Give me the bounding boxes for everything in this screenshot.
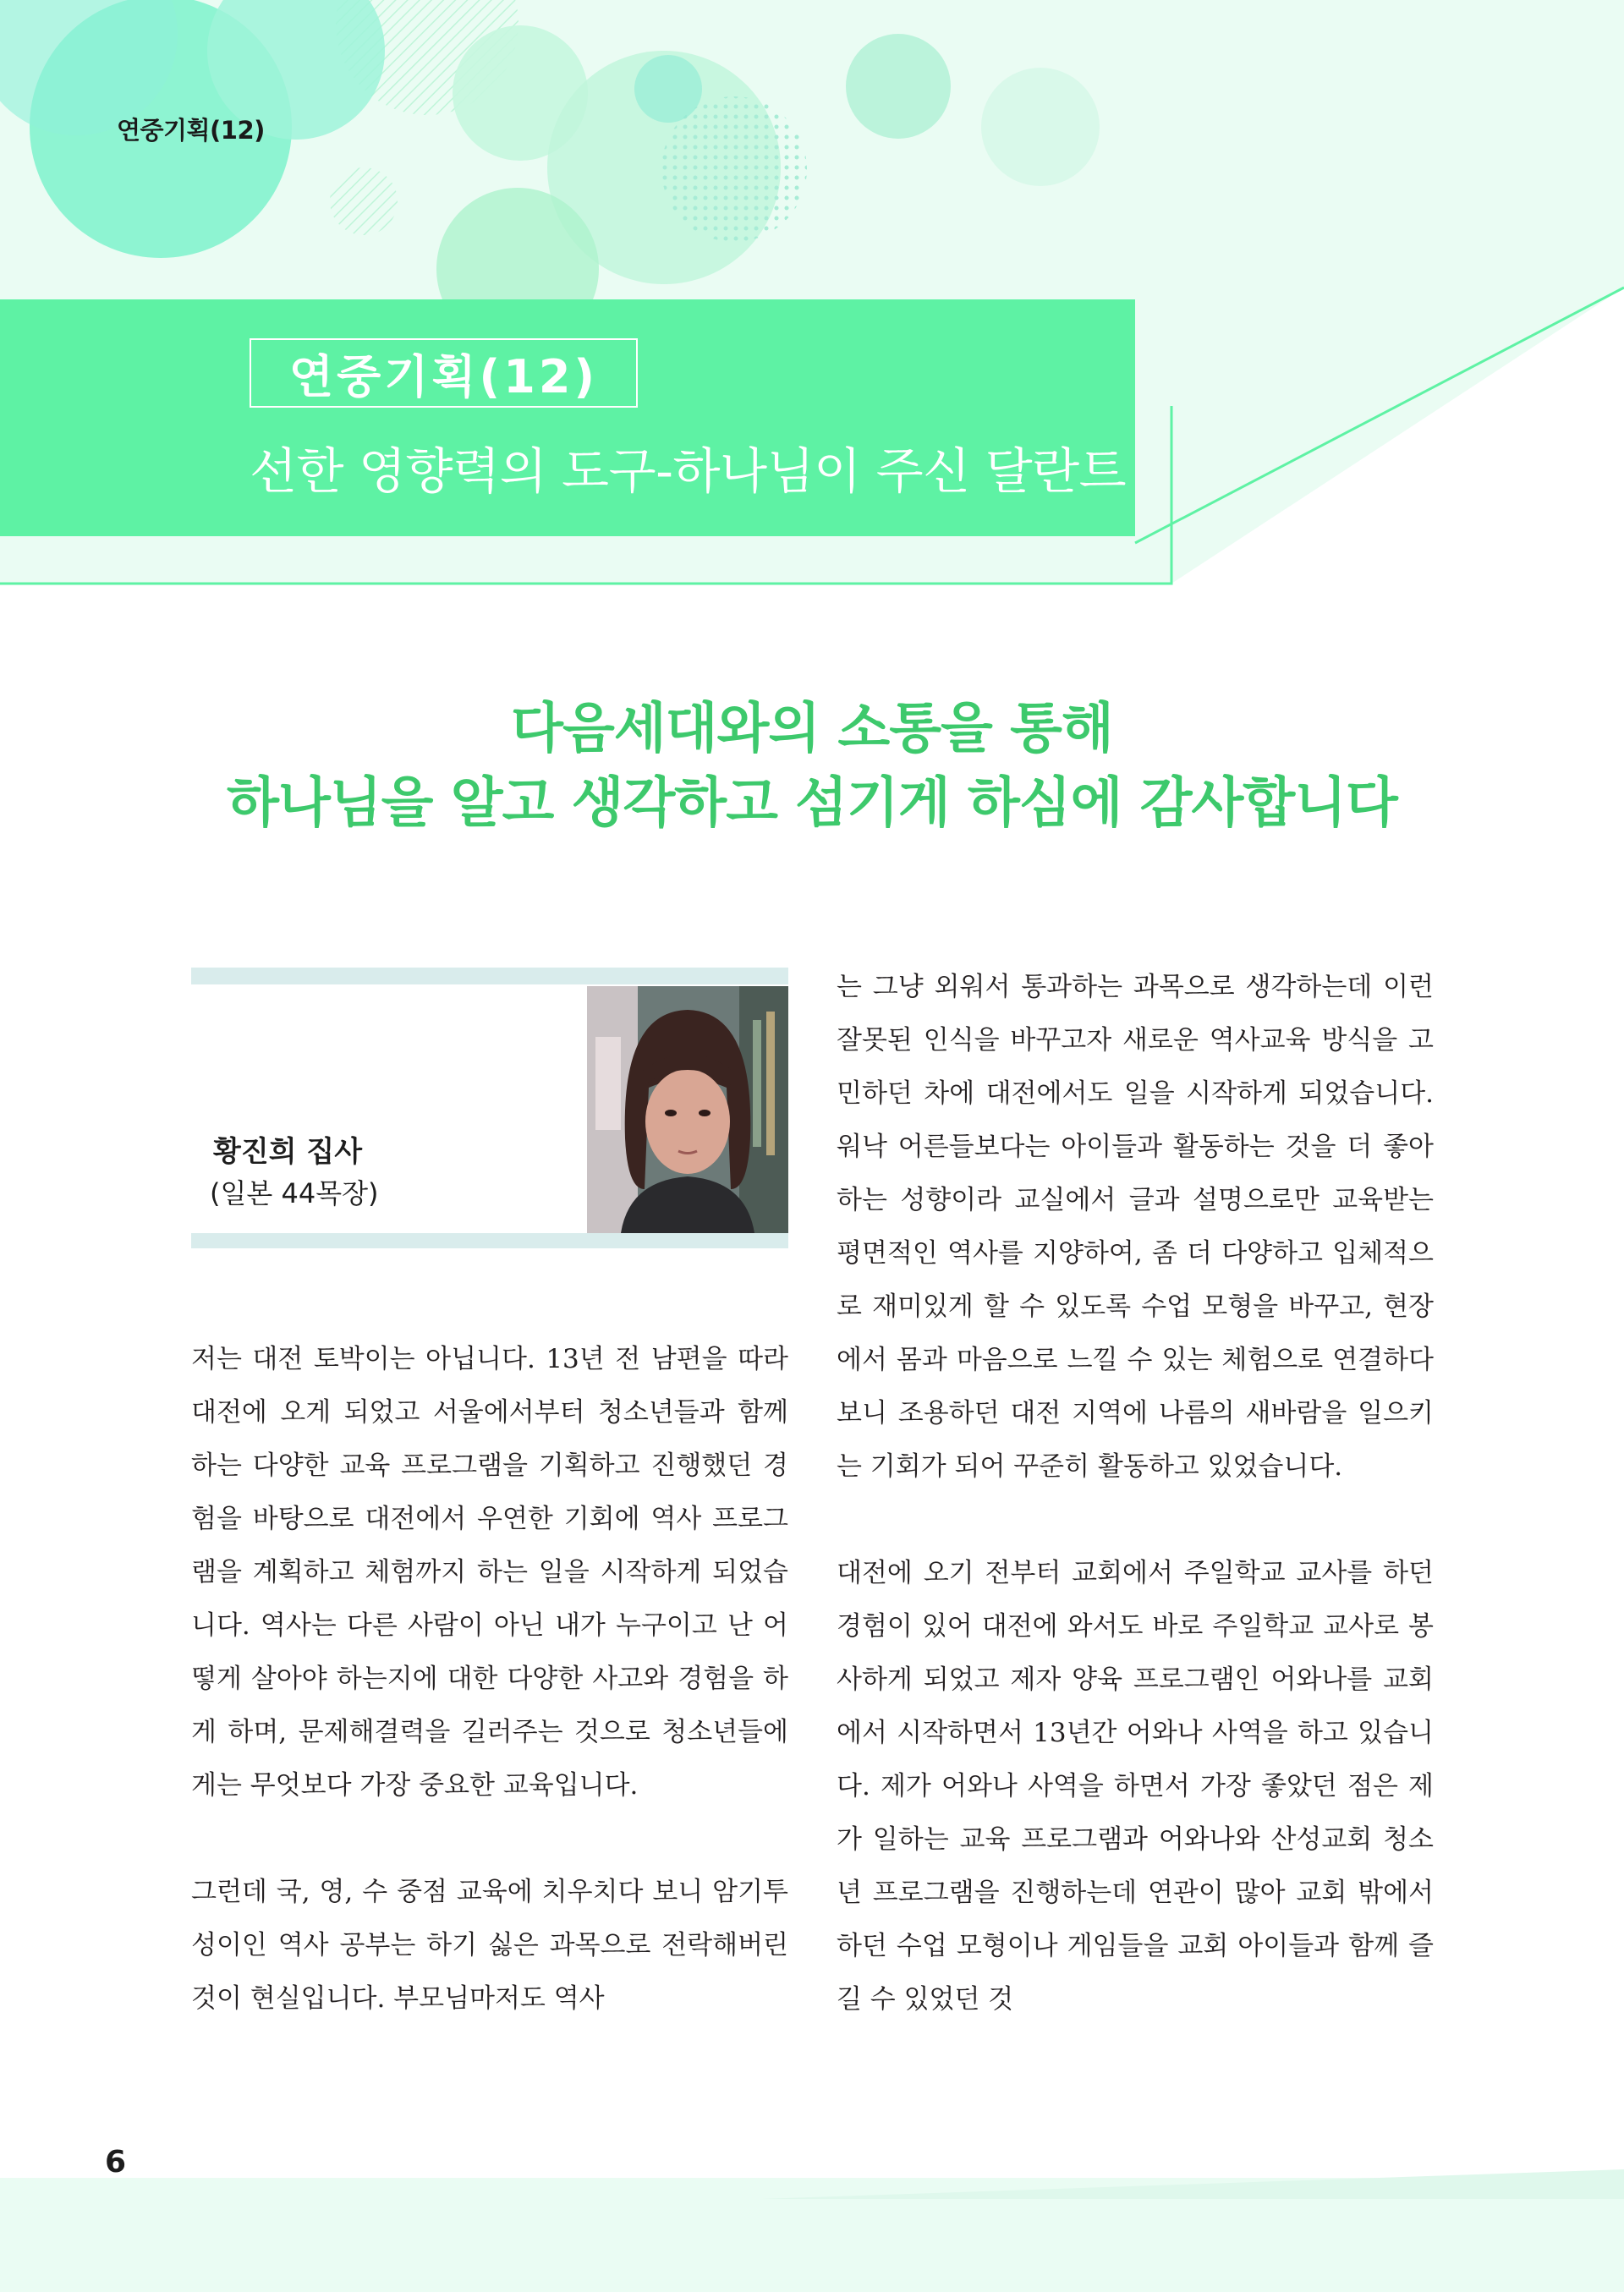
- paragraph: 그런데 국, 영, 수 중점 교육에 치우치다 보니 암기투성이인 역사 공부는 하기 싫은 과목으로 전락해버린 것이 현실입니다. 부모님마저도 역사: [191, 1877, 788, 2014]
- series-title: 선한 영향력의 도구-하나님이 주신 달란트: [250, 442, 1127, 500]
- series-label-box: 연중기획(12): [250, 338, 638, 408]
- paragraph: 저는 대전 토박이는 아닙니다. 13년 전 남편을 따라 대전에 오게 되었고 서울에서부터 청소년들과 함께하는 다양한 교육 프로그램을 기획하고 진행했던 경험을 바탕으로 대전에서 우연한 기회에 역사 프로그램을 계획하고 체험까지 하는 일을 시작하게 되었습니다. 역사는 다른 사람이 아닌 내가 누구이고 난 어떻게 살아야 하는지에 대한 다양한 사고와 경험을 하게 하며, 문제해결력을 길러주는 것으로 청소년들에게는 무엇보다 가장 중요한 교육입니다.: [191, 1344, 788, 1801]
- article-column-left: [191, 1333, 788, 2026]
- section-label: 연중기획(12): [117, 116, 265, 145]
- article-column-right: [837, 961, 1434, 2026]
- page-number: 6: [105, 2145, 127, 2180]
- author-name: 황진희 집사: [213, 1135, 363, 1169]
- paragraph: 대전에 오기 전부터 교회에서 주일학교 교사를 하던 경험이 있어 대전에 와서도 바로 주일학교 교사로 봉사하게 되었고 제자 양육 프로그램인 어와나를 교회에서 시작하면서 13년간 어와나 사역을 하고 있습니다. 제가 어와나 사역을 하면서 가장 좋았던 점은 제가 일하는 교육 프로그램과 어와나와 산성교회 청소년 프로그램을 진행하는데 연관이 많아 교회 밖에서 하던 수업 모형이나 게임들을 교회 아이들과 함께 즐길 수 있었던 것: [837, 1558, 1434, 2015]
- author-affiliation: (일본 44목장): [210, 1177, 379, 1209]
- author-profile: [191, 968, 788, 1248]
- profile-top-bar: [191, 968, 788, 984]
- article-headline: [0, 692, 1624, 841]
- headline-line-1: 다음세대와의 소통을 통해: [511, 697, 1113, 760]
- author-photo: [587, 986, 788, 1233]
- profile-bottom-bar: [191, 1233, 788, 1248]
- paragraph: 는 그냥 외워서 통과하는 과목으로 생각하는데 이런 잘못된 인식을 바꾸고자 새로운 역사교육 방식을 고민하던 차에 대전에서도 일을 시작하게 되었습니다. 워낙 어른들보다는 아이들과 활동하는 것을 더 좋아하는 성향이라 교실에서 글과 설명으로만 교육받는 평면적인 역사를 지양하여, 좀 더 다양하고 입체적으로 재미있게 할 수 있도록 수업 모형을 바꾸고, 현장에서 몸과 마음으로 느낄 수 있는 체험으로 연결하다 보니 조용하던 대전 지역에 나름의 새바람을 일으키는 기회가 되어 꾸준히 활동하고 있었습니다.: [837, 972, 1434, 1482]
- headline-line-2: 하나님을 알고 생각하고 섬기게 하심에 감사합니다: [227, 771, 1397, 835]
